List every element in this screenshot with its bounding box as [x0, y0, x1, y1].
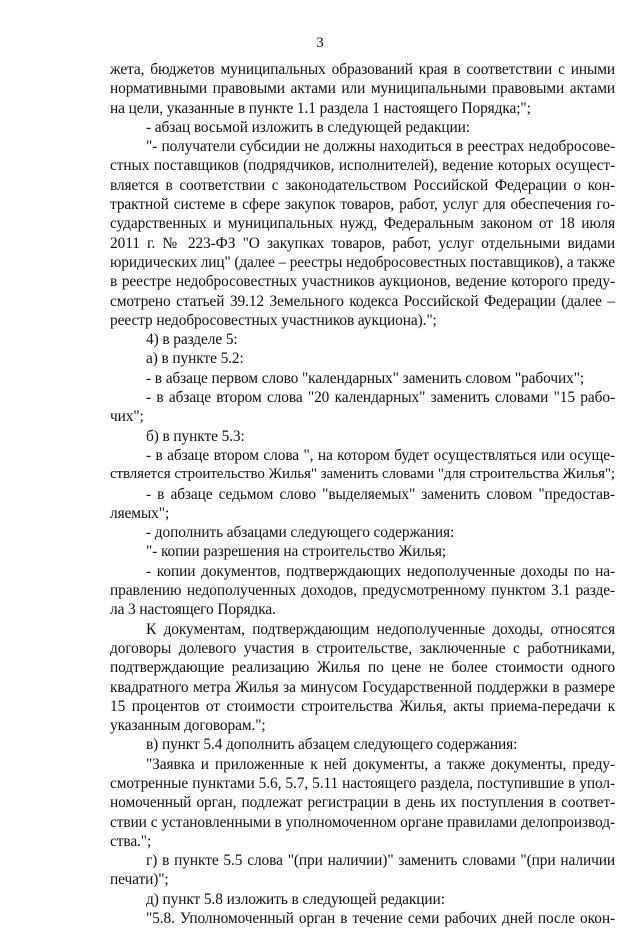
- text-line: номоченный орган, подлежат регистрации в день их поступления в соответ-: [110, 794, 615, 812]
- text-line: - в абзаце втором слова "20 календарных" заменить словами "15 рабо-: [146, 389, 615, 407]
- text-line: а) в пункте 5.2:: [146, 350, 244, 368]
- text-line: д) пункт 5.8 изложить в следующей редакции:: [146, 890, 445, 908]
- text-line: ляемых";: [110, 504, 170, 522]
- text-line: смотренные пунктами 5.6, 5.7, 5.11 настоящего раздела, поступившие в упол-: [110, 774, 615, 792]
- page-number: 3: [316, 35, 324, 51]
- text-line: - в абзаце первом слово "календарных" заменить словом "рабочих";: [146, 369, 585, 387]
- text-line: квадратного метра Жилья за минусом Государственной поддержки в размере: [110, 678, 615, 696]
- text-line: г) в пункте 5.5 слова "(при наличии)" заменить словами "(при наличии: [146, 852, 615, 870]
- text-line: К документам, подтверждающим недополученные доходы, относятся: [146, 620, 615, 638]
- text-line: смотрено статьей 39.12 Земельного кодекса Российской Федерации (далее –: [110, 292, 615, 310]
- text-line: правлению недополученных доходов, предусмотренному пунктом 3.1 разде-: [110, 582, 615, 600]
- text-line: юридических лиц" (далее – реестры недобросовестных поставщиков), а также: [110, 253, 615, 271]
- text-line: в реестре недобросовестных участников аукционов, ведение которого преду-: [110, 273, 615, 291]
- text-line: сударственных и муниципальных нужд, Федеральным законом от 18 июля: [110, 215, 615, 233]
- text-line: подтверждающие реализацию Жилья по цене не более стоимости одного: [110, 659, 615, 677]
- text-line: - в абзаце втором слова ", на котором будет осуществляться или осуще-: [146, 446, 615, 464]
- text-line: печати)";: [110, 871, 169, 889]
- text-line: трактной системе в сфере закупок товаров, работ, услуг для обеспечения го-: [110, 196, 615, 214]
- text-line: реестр недобросовестных участников аукциона).";: [110, 311, 437, 329]
- text-line: 4) в разделе 5:: [146, 331, 238, 349]
- text-line: 2011 г. № 223-ФЗ "О закупках товаров, работ, услуг отдельными видами: [110, 234, 615, 252]
- text-line: вляется в соответствии с законодательством Российской Федерации о кон-: [110, 176, 615, 194]
- text-line: "5.8. Уполномоченный орган в течение семи рабочих дней после окон-: [146, 910, 615, 928]
- text-line: б) в пункте 5.3:: [146, 427, 245, 445]
- text-line: ствляется строительство Жилья" заменить словами "для строительства Жилья";: [110, 466, 615, 483]
- document-body: [110, 60, 615, 928]
- text-line: стных поставщиков (подрядчиков, исполнителей), ведение которых осущест-: [110, 157, 615, 175]
- text-line: чих";: [110, 408, 144, 426]
- text-line: ства.";: [110, 832, 152, 850]
- text-line: 15 процентов от стоимости строительства Жилья, акты приема-передачи к: [110, 697, 615, 715]
- text-line: "- копии разрешения на строительство Жилья;: [146, 543, 447, 561]
- text-line: указанным договорам.";: [110, 717, 266, 735]
- text-line: договоры долевого участия в строительстве, заключенные с работниками,: [110, 639, 615, 657]
- text-line: жета, бюджетов муниципальных образований края в соответствии с иными: [110, 61, 615, 78]
- text-line: - абзац восьмой изложить в следующей редакции:: [146, 118, 470, 136]
- text-line: "- получатели субсидии не должны находиться в реестрах недобросове-: [146, 138, 615, 156]
- text-line: - копии документов, подтверждающих недополученные доходы по на-: [146, 562, 615, 580]
- text-line: - дополнить абзацами следующего содержания:: [146, 524, 455, 542]
- text-line: на цели, указанные в пункте 1.1 раздела 1 настоящего Порядка;";: [110, 99, 531, 117]
- text-line: "Заявка и приложенные к ней документы, а также документы, преду-: [146, 755, 615, 773]
- text-line: - в абзаце седьмом слово "выделяемых" заменить словом "предостав-: [146, 485, 615, 503]
- text-line: в) пункт 5.4 дополнить абзацем следующего содержания:: [146, 736, 518, 754]
- text-line: ла 3 настоящего Порядка.: [110, 601, 276, 619]
- text-line: нормативными правовыми актами или муниципальными правовыми актами: [110, 80, 615, 98]
- text-line: ствии с установленными в уполномоченном органе правилами делопроизвод-: [110, 813, 615, 831]
